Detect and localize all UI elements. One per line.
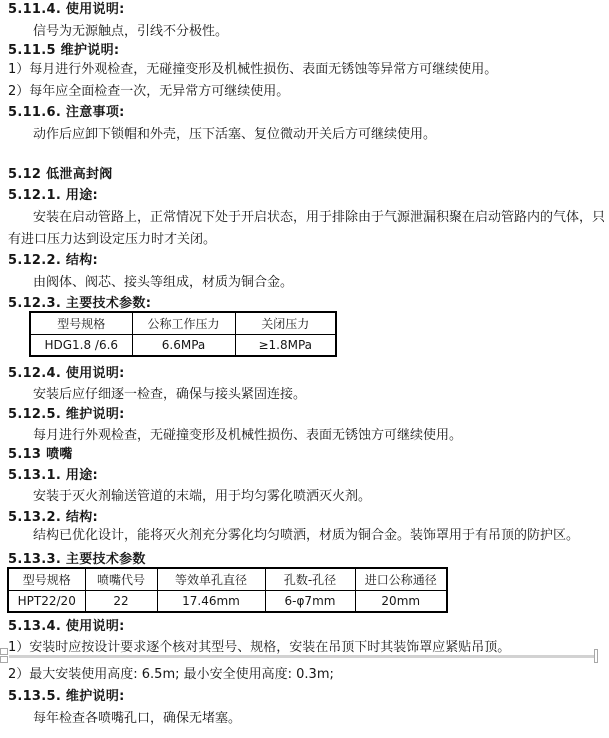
section-heading-5-13-4: 5.13.4. 使用说明:	[8, 619, 125, 634]
table-row	[8, 590, 447, 612]
paragraph-5-13-1: 安装于灭火剂输送管道的末端，用于均匀雾化喷洒灭火剂。	[33, 489, 372, 504]
spec-table-valve	[29, 311, 337, 357]
table-cell: HDG1.8 /6.6	[30, 334, 132, 356]
section-heading-5-13-1: 5.13.1. 用途:	[8, 468, 99, 483]
list-item-5-13-4-2: 2）最大安装使用高度: 6.5m; 最小安全使用高度: 0.3m;	[8, 667, 334, 682]
table-cell: ≥1.8MPa	[235, 334, 336, 356]
list-item-5-11-5-2: 2）每年应全面检查一次，无异常方可继续使用。	[8, 84, 290, 99]
section-heading-5-13: 5.13 喷嘴	[8, 447, 73, 462]
frame-handle-left-top	[0, 648, 8, 655]
paragraph-5-11-4: 信号为无源触点，引线不分极性。	[33, 24, 229, 39]
table-header-cell: 关闭压力	[235, 312, 336, 334]
section-heading-5-13-5: 5.13.5. 维护说明:	[8, 689, 125, 704]
section-heading-5-12-5: 5.12.5. 维护说明:	[8, 407, 125, 422]
section-heading-5-12-2: 5.12.2. 结构:	[8, 253, 99, 268]
paragraph-5-13-2: 结构已优化设计，能将灭火剂充分雾化均匀喷洒，材质为铜合金。装饰罩用于有吊顶的防护区。	[33, 528, 580, 543]
section-heading-5-12: 5.12 低泄高封阀	[8, 167, 113, 182]
section-heading-5-11-5: 5.11.5 维护说明:	[8, 43, 120, 58]
table-header-cell: 型号规格	[8, 568, 85, 590]
table-header-cell: 型号规格	[30, 312, 132, 334]
frame-handle-right	[594, 649, 598, 663]
paragraph-5-12-4: 安装后应仔细逐一检查，确保与接头紧固连接。	[33, 387, 307, 402]
table-header-cell: 进口公称通径	[355, 568, 447, 590]
table-header-row	[30, 312, 336, 334]
section-heading-5-12-4: 5.12.4. 使用说明:	[8, 366, 125, 381]
section-heading-5-11-6: 5.11.6. 注意事项:	[8, 105, 125, 120]
paragraph-5-12-5: 每月进行外观检查，无碰撞变形及机械性损伤、表面无锈蚀方可继续使用。	[33, 428, 463, 443]
table-header-cell: 等效单孔直径	[157, 568, 265, 590]
section-heading-5-11-4: 5.11.4. 使用说明:	[8, 2, 125, 17]
frame-handle-left-bottom	[0, 656, 8, 663]
section-heading-5-12-1: 5.12.1. 用途:	[8, 188, 99, 203]
table-header-cell: 孔数-孔径	[265, 568, 355, 590]
table-row	[30, 334, 336, 356]
paragraph-5-13-5: 每年检查各喷嘴孔口，确保无堵塞。	[33, 711, 242, 726]
table-header-row	[8, 568, 447, 590]
table-cell: 6-φ7mm	[265, 590, 355, 612]
section-heading-5-13-3: 5.13.3. 主要技术参数	[8, 552, 146, 567]
paragraph-5-11-6: 动作后应卸下锁帽和外壳，压下活塞、复位微动开关后方可继续使用。	[33, 127, 437, 142]
section-heading-5-13-2: 5.13.2. 结构:	[8, 510, 99, 525]
table-header-cell: 公称工作压力	[132, 312, 235, 334]
table-cell: 17.46mm	[157, 590, 265, 612]
list-item-5-11-5-1: 1）每月进行外观检查，无碰撞变形及机械性损伤、表面无锈蚀等异常方可继续使用。	[8, 62, 498, 77]
list-item-5-13-4-1: 1）安装时应按设计要求逐个核对其型号、规格，安装在吊顶下时其装饰罩应紧贴吊顶。	[8, 640, 511, 655]
table-cell: HPT22/20	[8, 590, 85, 612]
frame-boundary-line	[9, 655, 595, 658]
table-header-cell: 喷嘴代号	[85, 568, 157, 590]
paragraph-5-12-1: 安装在启动管路上，正常情况下处于开启状态，用于排除由于气源泄漏积聚在启动管路内的气体，只有进口压力达到设定压力时才关闭。	[8, 210, 606, 247]
section-heading-5-12-3: 5.12.3. 主要技术参数:	[8, 296, 152, 311]
paragraph-5-12-2: 由阀体、阀芯、接头等组成，材质为铜合金。	[33, 275, 294, 290]
table-cell: 20mm	[355, 590, 447, 612]
spec-table-nozzle	[7, 567, 448, 613]
table-cell: 6.6MPa	[132, 334, 235, 356]
table-cell: 22	[85, 590, 157, 612]
